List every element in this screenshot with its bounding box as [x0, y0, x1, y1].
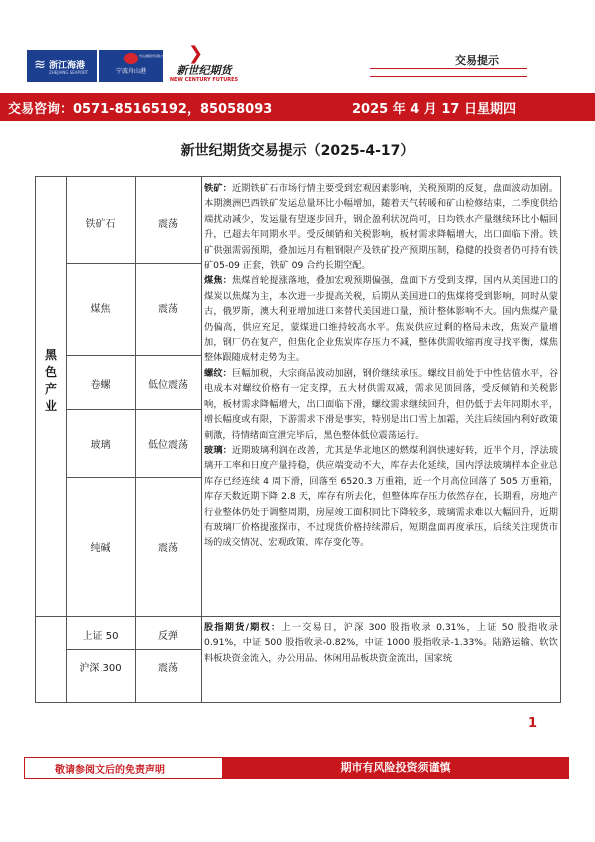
- wing-icon: ❯: [188, 43, 204, 64]
- contact-phone: 交易咨询：0571-85165192，85058093: [8, 102, 273, 117]
- logo2-name: 宁波舟山港: [115, 68, 146, 75]
- footer: [24, 757, 569, 779]
- logo2-small-text: 舟山港股份有限公司 宁波舟山港: [139, 54, 182, 58]
- row-view-rebar: 低位震荡: [148, 380, 188, 391]
- disclaimer-link[interactable]: 敬请参阅文后的免责声明: [55, 765, 165, 776]
- row-view-sse50: 反弹: [158, 631, 178, 642]
- report-date: 2025 年 4 月 17 日星期四: [352, 102, 516, 117]
- row-name-glass: 玻璃: [90, 440, 111, 451]
- doc-type-label: 交易提示: [455, 54, 499, 67]
- row-view-glass: 低位震荡: [148, 440, 188, 451]
- row-name-csi300: 沪深 300: [79, 663, 122, 674]
- glass-commentary: 玻璃：近期玻璃利润在改善，尤其是华北地区的燃煤利润快速好转，近半个月，浮法玻璃开工率和日度产量持稳，供应端变动不大，库存去化延续，国内浮法玻璃样本企业总库存已经连续 4 周下滑，回落至 6520.3 万重箱，近一个月高位回落了 505 万重箱，库存天数近期下降 2.8 天，库存有所去化，但整体库存压力依然存在，长期看，房地产行业整体仍处于调整周期，房屋竣工面积同比下降较多，玻璃需求难以大幅回升，近期有玻璃厂价格提涨探市，不过现货价格持续滞后，短期盘面再度承压，后续关注现货市场的成交情况、宏观政策、库存变化等。: [204, 444, 558, 549]
- row-name-rebar: 卷螺: [90, 380, 111, 391]
- rebar-commentary: 螺纹：巨幅加税，大宗商品波动加剧，钢价继续承压。螺纹目前处于中性估值水平，谷电成本对螺纹价格有一定支撑，五大材供需双减，需求见顶回落，受反倾销和关税影响，板材需求降幅增大，出口面临下滑，螺纹需求继续回升，但仍低于去年同期水平，增长幅度或有限，下游需求下滑是事实，特别是出口雪上加霜，关注后续国内利好政策刺激，待情绪面宣泄完毕后，黑色整体低位震荡运行。: [204, 367, 558, 441]
- row-name-coal-coke: 煤焦: [90, 304, 111, 315]
- commodity-table: [35, 176, 561, 703]
- logo1-subname: ZHEJIANG SEAPORT: [49, 70, 89, 75]
- index-futures-commentary: 股指期货/期权：上一交易日，沪深 300 股指收录 0.31%，上证 50 股指收录 0.91%，中证 500 股指收录-0.82%，中证 1000 股指收录-1.33%。陆路运输、软饮料板块资金流入，办公用品、休闲用品板块资金流出，国家统: [204, 622, 558, 664]
- header-rule-bottom: [370, 76, 527, 77]
- ningbo-zhoushan-port-logo: [99, 50, 182, 82]
- row-view-csi300: 震荡: [158, 663, 178, 674]
- row-view-soda-ash: 震荡: [158, 543, 178, 554]
- coal-coke-commentary: 煤焦：焦煤首轮提涨落地，叠加宏观预期偏强，盘面下方受到支撑，国内从美国进口的煤炭以焦煤为主，本次进一步提高关税，后期从美国进口的焦煤将受到影响，同时从蒙古，俄罗斯，澳大利亚增加进口来替代美国进口量，预计整体影响不大。国内焦煤产量仍偏高，供应充足，蒙煤进口维持较高水平。焦炭供应过剩的格局未改，焦炭产量增加，钢厂仍在复产，但焦化企业焦炭库存压力不减，整体供需收缩再度寻找平衡，煤焦整体跟随成材走势为主。: [204, 275, 558, 364]
- row-name-iron-ore: 铁矿石: [85, 219, 116, 230]
- black-commentary: [204, 181, 558, 611]
- row-view-coal-coke: 震荡: [158, 304, 178, 315]
- logo3-subname: NEW CENTURY FUTURES: [169, 77, 239, 83]
- header-rule-top: [370, 68, 527, 69]
- row-name-sse50: 上证 50: [82, 631, 119, 642]
- zhejiang-seaport-logo: [27, 50, 97, 82]
- logo1-name: 浙江海港: [49, 61, 86, 71]
- risk-warning: 期市有风险投资须谨慎: [222, 758, 569, 778]
- port-emblem-icon: [124, 53, 138, 64]
- row-view-iron-ore: 震荡: [158, 219, 178, 230]
- wave-icon: ≋: [34, 57, 46, 73]
- new-century-futures-logo: [168, 43, 240, 86]
- iron-ore-commentary: 铁矿：近期铁矿石市场行情主要受到宏观因素影响，关税预期的反复，盘面波动加剧。本期澳洲巴西铁矿发运总量环比小幅增加，随着天气转暖和矿山检修结束，二季度供给端扰动减少，发运量有望逐步回升，钢企盈利状况尚可，日均铁水产量继续环比小幅回升，已超去年同期水平。受反倾销和关税影响，板材需求降幅增大，出口面临下滑。铁矿供强需弱预期，叠加远月有粗钢限产及铁矿投产预期压制，稳健的投资者仍可持有铁矿05-09 正套，铁矿 09 合约长期空配。: [204, 183, 558, 272]
- section-label-black-industry: 黑 色 产 业: [44, 348, 57, 413]
- page-title: 新世纪期货交易提示（2025-4-17）: [180, 143, 415, 159]
- contact-banner: [0, 93, 595, 121]
- logo3-name: 新世纪期货: [176, 64, 232, 77]
- row-name-soda-ash: 纯碱: [90, 543, 111, 554]
- page-number: 1: [528, 716, 538, 731]
